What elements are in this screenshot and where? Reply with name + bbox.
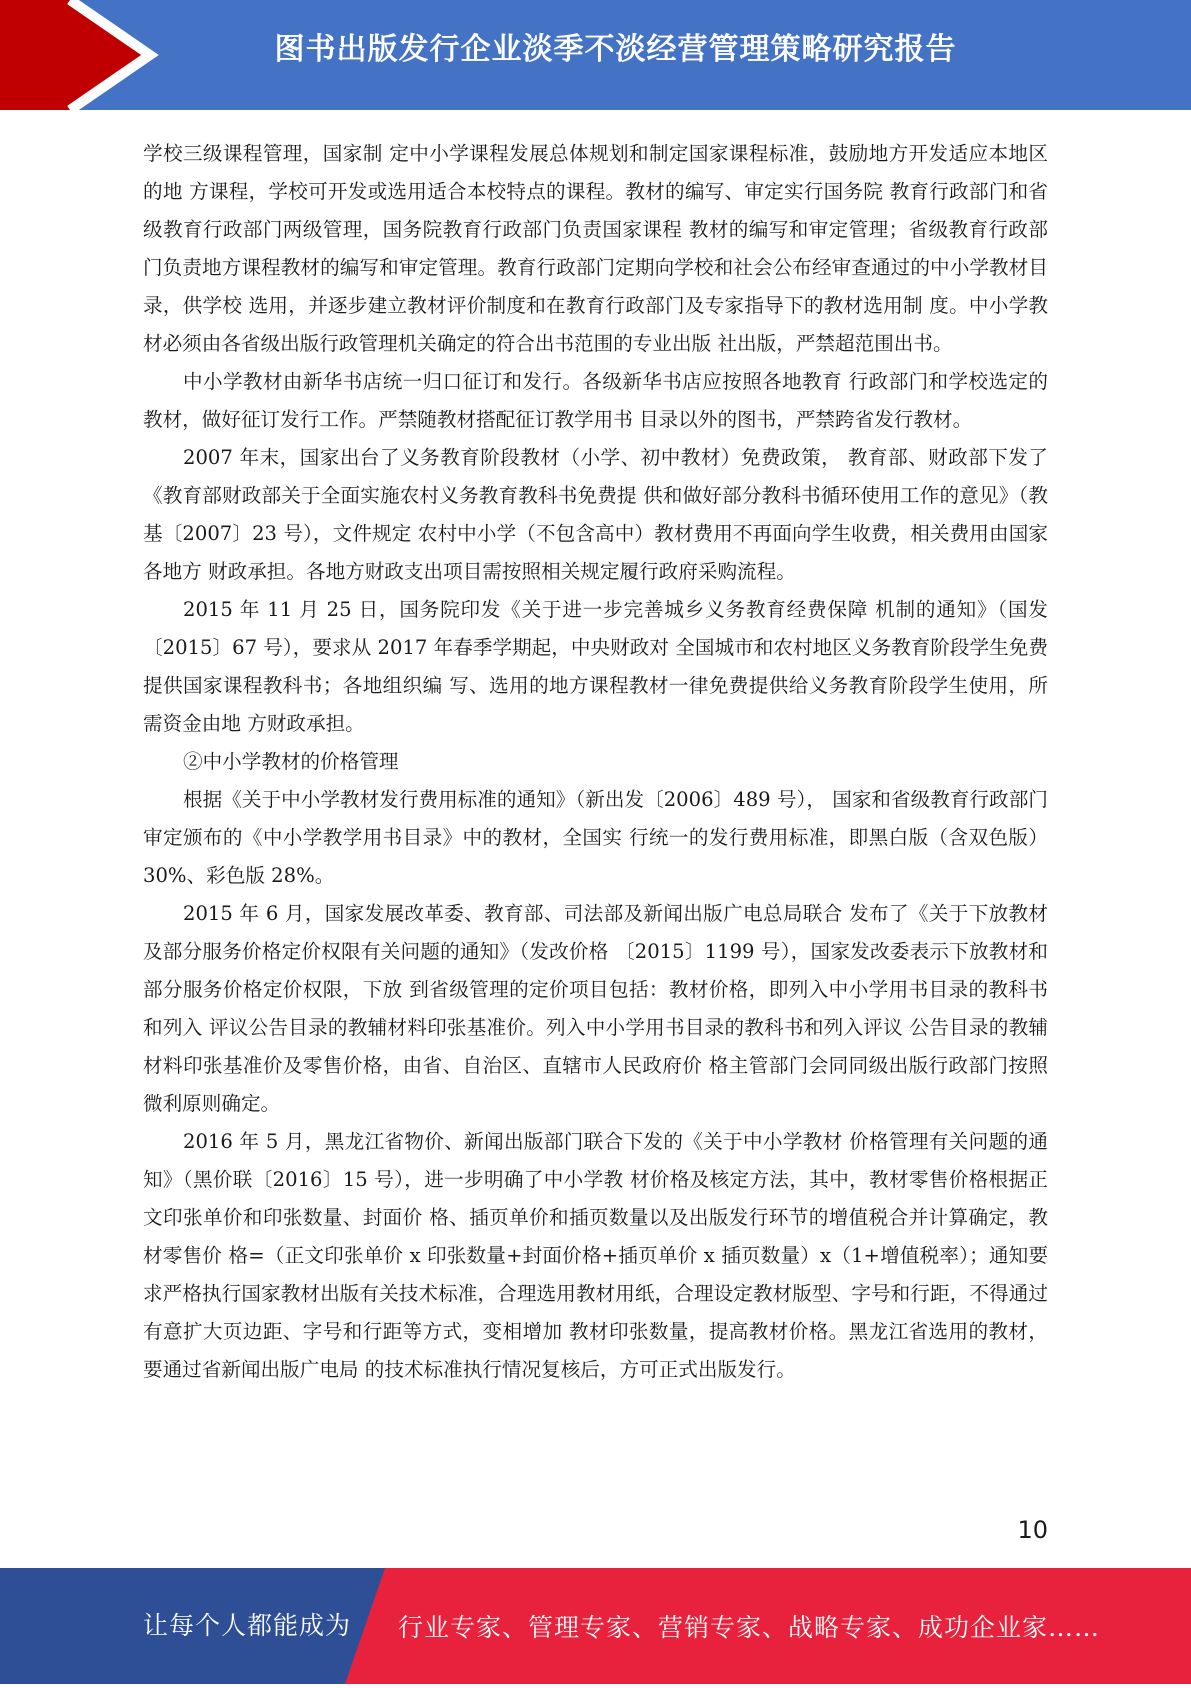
paragraph: 2007 年末，国家出台了义务教育阶段教材（小学、初中教材）免费政策， 教育部、财政部下发了《教育部财政部关于全面实施农村义务教育教科书免费提 供和做好部分教科书循环使用工作的意见》（教基〔2007〕23 号），文件规定 农村中小学（不包含高中）教材费用不再面向学生收费，相关费用由国家各地方 财政承担。各地方财政支出项目需按照相关规定履行政府采购流程。 — [143, 446, 1048, 583]
body-text — [143, 135, 1048, 1389]
page-number: 10 — [1017, 1516, 1048, 1544]
section-heading: ②中小学教材的价格管理 — [183, 750, 399, 773]
paragraph: 学校三级课程管理，国家制 定中小学课程发展总体规划和制定国家课程标准，鼓励地方开发适应本地区的地 方课程，学校可开发或选用适合本校特点的课程。教材的编写、审定实行国务院 教育行政部门和省级教育行政部门两级管理，国务院教育行政部门负责国家课程 教材的编写和审定管理；省级教育行政部门负责地方课程教材的编写和审定管理。教育行政部门定期向学校和社会公布经审查通过的中小学教材目录，供学校 选用，并逐步建立教材评价制度和在教育行政部门及专家指导下的教材选用制 度。中小学教材必须由各省级出版行政管理机关确定的符合出书范围的专业出版 社出版，严禁超范围出书。 — [143, 142, 1048, 355]
footer-slogan-right: 行业专家、管理专家、营销专家、战略专家、成功企业家…… — [398, 1613, 1101, 1642]
paragraph: 2016 年 5 月，黑龙江省物价、新闻出版部门联合下发的《关于中小学教材 价格管理有关问题的通知》（黑价联〔2016〕15 号），进一步明确了中小学教 材价格及核定方法，其中，教材零售价格根据正文印张单价和印张数量、封面价 格、插页单价和插页数量以及出版发行环节的增值税合并计算确定，教材零售价 格=（正文印张单价 x 印张数量+封面价格+插页单价 x 插页数量）x（1+增值税率）；通知要求严格执行国家教材出版有关技术标准，合理选用教材用纸，合理设定教材版型、字号和行距，不得通过有意扩大页边距、字号和行距等方式，变相增加 教材印张数量，提高教材价格。黑龙江省选用的教材，要通过省新闻出版广电局 的技术标准执行情况复核后，方可正式出版发行。 — [143, 1130, 1048, 1381]
report-title: 图书出版发行企业淡季不淡经营管理策略研究报告 — [274, 32, 957, 67]
paragraph: 2015 年 11 月 25 日，国务院印发《关于进一步完善城乡义务教育经费保障 机制的通知》（国发〔2015〕67 号），要求从 2017 年春季学期起，中央财政对 全国城市和农村地区义务教育阶段学生免费提供国家课程教科书；各地组织编 写、选用的地方课程教材一律免费提供给义务教育阶段学生使用，所需资金由地 方财政承担。 — [143, 598, 1048, 735]
paragraph: 中小学教材由新华书店统一归口征订和发行。各级新华书店应按照各地教育 行政部门和学校选定的教材，做好征订发行工作。严禁随教材搭配征订教学用书 目录以外的图书，严禁跨省发行教材。 — [143, 370, 1048, 431]
paragraph: 2015 年 6 月，国家发展改革委、教育部、司法部及新闻出版广电总局联合 发布了《关于下放教材及部分服务价格定价权限有关问题的通知》（发改价格 〔2015〕1199 号），国家发改委表示下放教材和部分服务价格定价权限，下放 到省级管理的定价项目包括：教材价格，即列入中小学用书目录的教科书和列入 评议公告目录的教辅材料印张基准价。列入中小学用书目录的教科书和列入评议 公告目录的教辅材料印张基准价及零售价格，由省、自治区、直辖市人民政府价 格主管部门会同同级出版行政部门按照微利原则确定。 — [143, 902, 1048, 1115]
page-header — [0, 0, 1191, 110]
footer-slogan-left: 让每个人都能成为 — [143, 1611, 352, 1640]
arrow-logo-icon — [0, 0, 160, 110]
paragraph: 根据《关于中小学教材发行费用标准的通知》（新出发〔2006〕489 号）， 国家和省级教育行政部门审定颁布的《中小学教学用书目录》中的教材，全国实 行统一的发行费用标准，即黑白版（含双色版）30%、彩色版 28%。 — [143, 788, 1048, 887]
page-footer — [0, 1568, 1191, 1684]
